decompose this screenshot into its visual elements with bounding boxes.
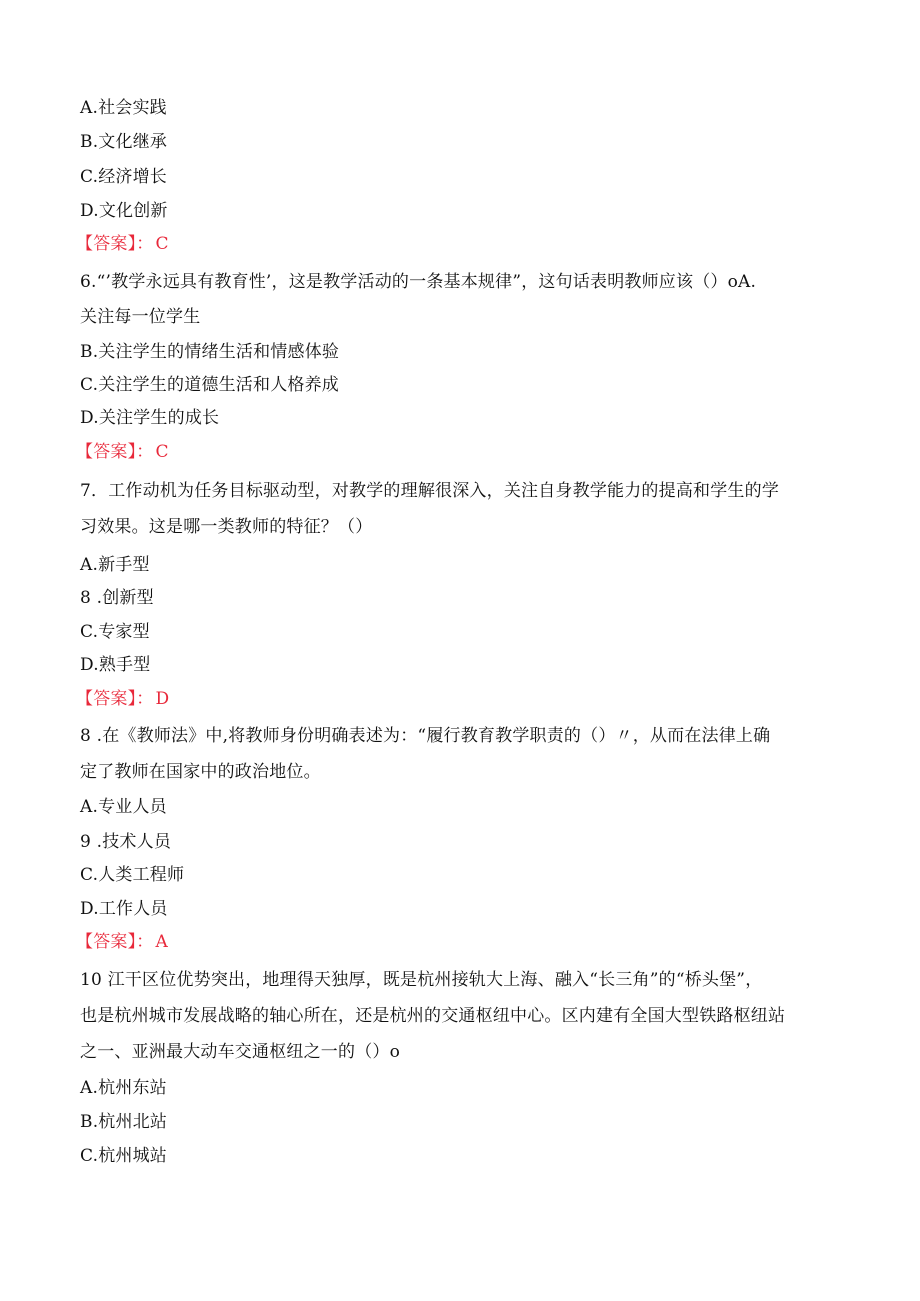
answer-label: 【答案】： [76,932,154,952]
answer-line [76,233,169,255]
option-text: A.社会实践 [80,98,167,118]
option-text: D.工作人员 [80,899,168,919]
option-text: B.文化继承 [80,132,168,152]
question-stem: 10 江干区位优势突出，地理得天独厚，既是杭州接轨大上海、融入“长三角”的“桥头堡”， [80,970,763,990]
question-stem: 8 .在《教师法》中,将教师身份明确表述为：“履行教育教学职责的（）〃，从而在法律上确 [80,726,771,746]
question-stem: 定了教师在国家中的政治地位。 [80,762,321,782]
answer-label: 【答案】： [76,442,154,462]
question-stem: 关注每一位学生 [80,307,201,327]
option-text: D.关注学生的成长 [80,408,220,428]
question-stem: 6.“’教学永远具有教育性’，这是教学活动的一条基本规律”，这句话表明教师应该（）oA. [80,272,757,292]
answer-line [76,931,168,953]
answer-value: C [155,234,169,254]
option-text: B.关注学生的情绪生活和情感体验 [80,342,340,362]
answer-value: C [155,442,169,462]
answer-line [76,441,169,463]
question-stem: 也是杭州城市发展战略的轴心所在，还是杭州的交通枢纽中心。区内建有全国大型铁路枢纽站 [80,1006,786,1026]
option-text: 8 .创新型 [80,588,154,608]
option-text: C.专家型 [80,622,150,642]
question-stem: 7．工作动机为任务目标驱动型，对教学的理解很深入，关注自身教学能力的提高和学生的学 [80,481,780,501]
question-stem: 习效果。这是哪一类教师的特征？（） [80,517,373,537]
option-text: A.杭州东站 [80,1078,167,1098]
answer-label: 【答案】： [76,234,154,254]
option-text: A.新手型 [80,555,150,575]
option-text: B.杭州北站 [80,1112,168,1132]
answer-value: D [155,689,170,709]
answer-label: 【答案】： [76,689,154,709]
question-stem: 之一、亚洲最大动车交通枢纽之一的（）o [80,1042,401,1062]
answer-line [76,688,169,710]
option-text: D.文化创新 [80,201,168,221]
option-text: 9 .技术人员 [80,832,172,852]
option-text: C.关注学生的道德生活和人格养成 [80,375,340,395]
option-text: C.经济增长 [80,167,168,187]
option-text: D.熟手型 [80,655,151,675]
option-text: A.专业人员 [80,797,167,817]
answer-value: A [155,932,168,952]
option-text: C.人类工程师 [80,865,185,885]
option-text: C.杭州城站 [80,1146,168,1166]
